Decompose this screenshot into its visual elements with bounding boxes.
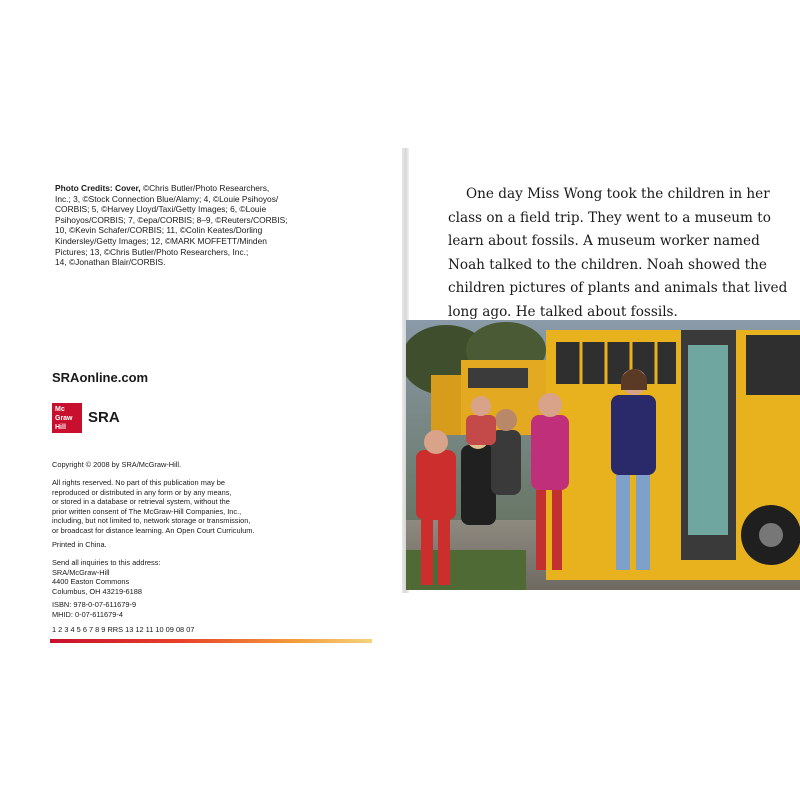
field-trip-photo: [406, 320, 800, 590]
teacher: [611, 395, 656, 475]
rights-notice: [52, 478, 322, 536]
story-line: long ago. He talked about fossils.: [448, 303, 678, 320]
logo-line: Mc: [55, 405, 65, 413]
printing-line: 1 2 3 4 5 6 7 8 9 RRS 13 12 11 10 09 08 07: [52, 625, 195, 634]
child-dark-jacket: [461, 445, 496, 525]
isbn-block: [52, 600, 322, 619]
credits-line: 10, ©Kevin Schafer/CORBIS; 11, ©Colin Keates/Dorling: [55, 225, 263, 236]
credits-line: 14, ©Jonathan Blair/CORBIS.: [55, 257, 166, 268]
sra-brand: SRA: [88, 409, 120, 426]
credits-line: ©Chris Butler/Photo Researchers,: [142, 183, 270, 193]
mcgraw-hill-logo: [52, 403, 82, 433]
mhid: MHID: 0-07-611679-4: [52, 609, 123, 619]
isbn: ISBN: 978-0-07-611679-9: [52, 600, 137, 609]
printed-in: Printed in China.: [52, 540, 107, 549]
story-line: One day Miss Wong took the children in her: [466, 186, 770, 202]
credits-line: Kindersley/Getty Images; 12, ©MARK MOFFETT/Minden: [55, 235, 267, 246]
credits-line: Inc.; 3, ©Stock Connection Blue/Alamy; 4, ©Louie Psihoyos/: [55, 193, 279, 204]
credits-line: CORBIS; 5, ©Harvey Lloyd/Taxi/Getty Images; 6, ©Louie: [55, 204, 267, 215]
logo-line: Graw: [55, 414, 73, 422]
address-line: Send all inquiries to this address:: [52, 558, 161, 567]
story-line: class on a field trip. They went to a museum to: [448, 209, 771, 226]
bus-windows: [556, 342, 676, 384]
credits-line: Psihoyos/CORBIS; 7, ©epa/CORBIS; 8–9, ©Reuters/CORBIS;: [55, 214, 288, 225]
child-red-backpack: [416, 450, 456, 520]
color-bar: [50, 639, 372, 643]
story-text: [448, 183, 788, 325]
logo-line: Hill: [55, 423, 66, 431]
inquiries-address: [52, 558, 322, 596]
rights-line: reproduced or distributed in any form or by any means,: [52, 487, 232, 497]
website-url: SRAonline.com: [52, 370, 149, 385]
address-line: Columbus, OH 43219-6188: [52, 586, 142, 596]
address-line: SRA/McGraw-Hill: [52, 567, 110, 577]
rights-line: All rights reserved. No part of this publication may be: [52, 478, 225, 487]
photo-credits: [55, 183, 315, 268]
story-line: Noah talked to the children. Noah showed the: [448, 256, 767, 273]
child-pink-jacket: [531, 415, 569, 490]
copyright-line: Copyright © 2008 by SRA/McGraw-Hill.: [52, 460, 182, 469]
rights-line: including, but not limited to, network storage or transmission,: [52, 516, 251, 526]
address-line: 4400 Easton Commons: [52, 577, 130, 587]
story-line: learn about fossils. A museum worker named: [448, 233, 760, 250]
rights-line: prior written consent of The McGraw-Hill Companies, Inc.,: [52, 506, 242, 516]
rights-line: or stored in a database or retrieval system, without the: [52, 497, 230, 507]
rights-line: or broadcast for distance learning. An Open Court Curriculum.: [52, 525, 255, 535]
credits-line: Pictures; 13, ©Chris Butler/Photo Researchers, Inc.;: [55, 246, 249, 257]
photo-credits-label: Photo Credits: Cover,: [55, 183, 141, 193]
story-line: children pictures of plants and animals that lived: [448, 280, 788, 297]
